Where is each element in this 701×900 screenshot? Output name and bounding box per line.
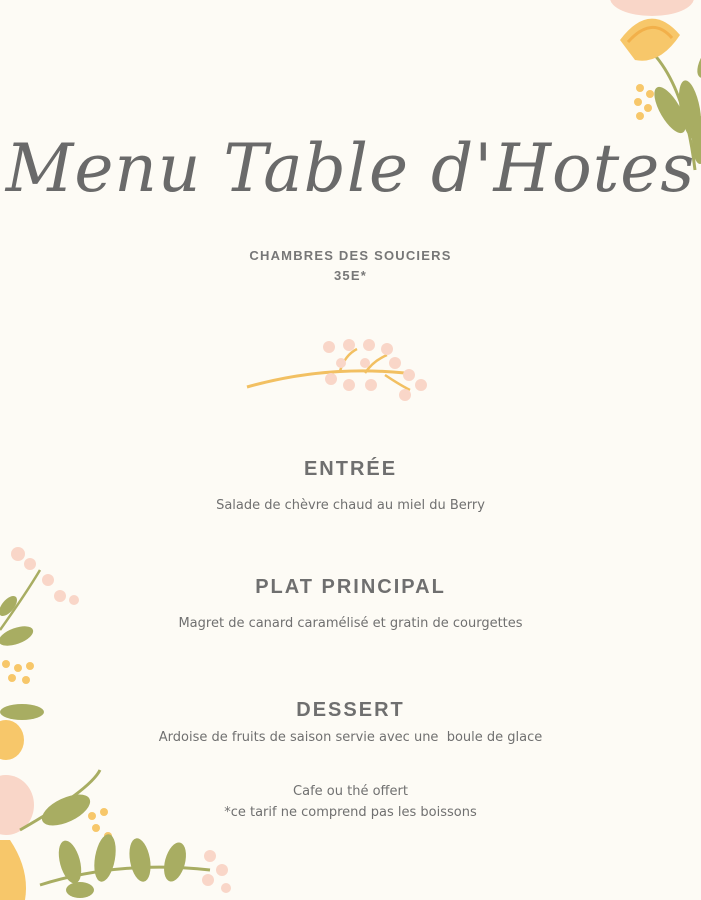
main-course-description: Magret de canard caramélisé et gratin de courgettes bbox=[178, 616, 523, 631]
menu-price: 35E* bbox=[334, 268, 367, 283]
section-heading-dessert: DESSERT bbox=[296, 699, 405, 721]
menu-title: Menu Table d'Hotes bbox=[5, 130, 696, 207]
section-heading-entree: ENTRÉE bbox=[303, 458, 398, 480]
guesthouse-name: CHAMBRES DES SOUCIERS bbox=[249, 248, 452, 263]
section-heading-main-course: PLAT PRINCIPAL bbox=[255, 576, 446, 598]
branch-divider-icon bbox=[245, 335, 435, 405]
coffee-note: Cafe ou thé offert bbox=[293, 784, 408, 799]
floral-corner-bottom-left-icon bbox=[0, 540, 240, 900]
dessert-description: Ardoise de fruits de saison servie avec une boule de glace bbox=[158, 730, 543, 745]
drinks-disclaimer: *ce tarif ne comprend pas les boissons bbox=[224, 805, 477, 820]
entree-description: Salade de chèvre chaud au miel du Berry bbox=[216, 498, 485, 513]
